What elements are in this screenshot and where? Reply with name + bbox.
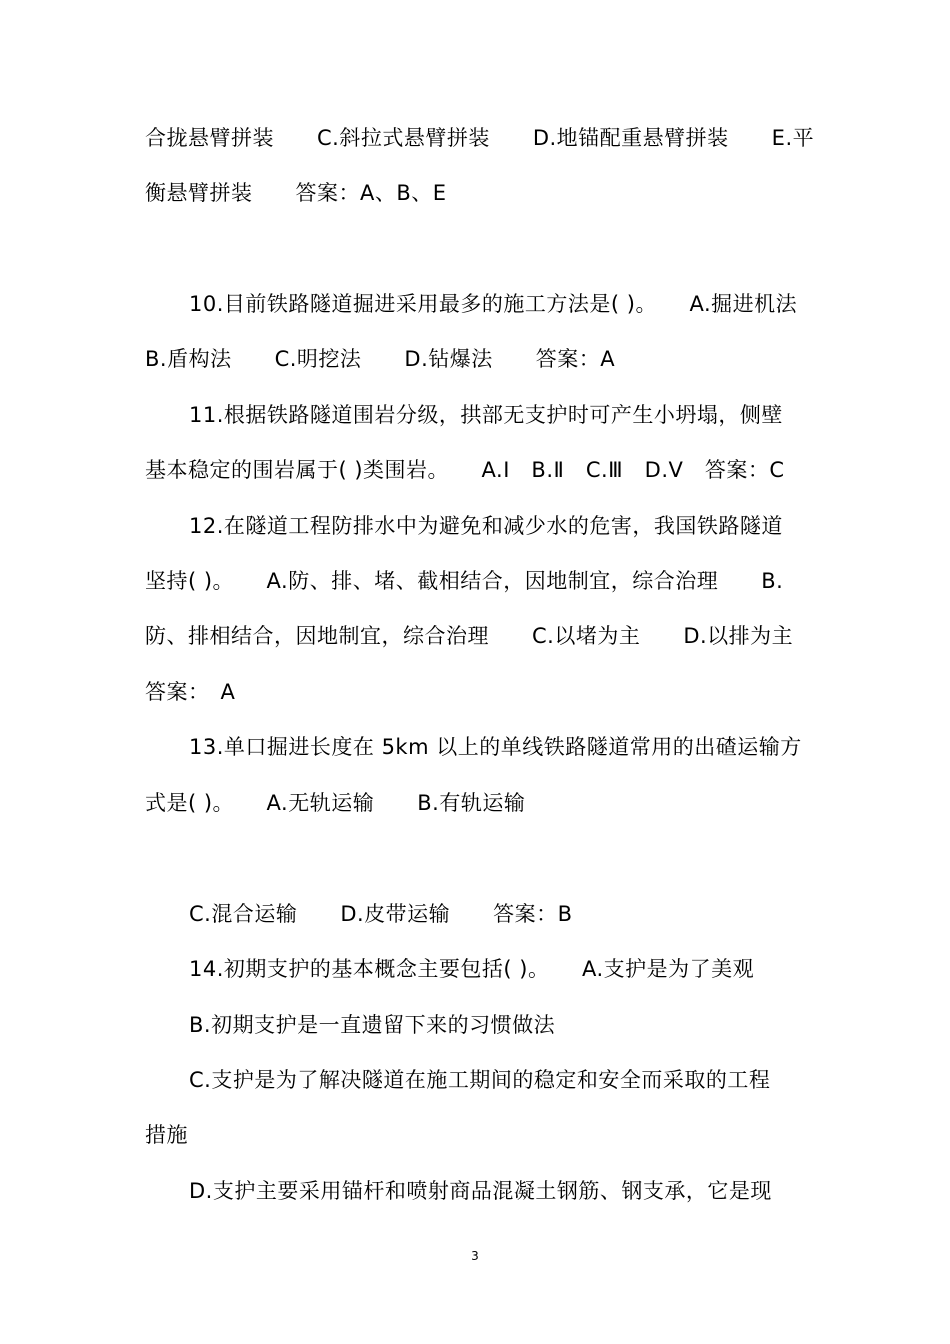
text-line-q11: 11.根据铁路隧道围岩分级，拱部无支护时可产生小坍塌，侧壁 [189,403,783,427]
text-line-q13-options: 式是( )。 A.无轨运输 B.有轨运输 [145,791,526,815]
text-line-q9-options: 合拢悬臂拼装 C.斜拉式悬臂拼装 D.地锚配重悬臂拼装 E.平 [145,126,815,150]
page-number: 3 [471,1249,479,1263]
text-line-q14-option-c: C.支护是为了解决隧道在施工期间的稳定和安全而采取的工程 [189,1068,771,1092]
text-line-q12-option-a: 坚持( )。 A.防、排、堵、截相结合，因地制宜，综合治理 B. [145,569,784,593]
text-line-q9-answer: 衡悬臂拼装 答案：A、B、E [145,181,447,205]
text-line-q14-option-c-cont: 措施 [145,1123,188,1147]
text-line-q12-options-b-d: 防、排相结合，因地制宜，综合治理 C.以堵为主 D.以排为主 [145,624,794,648]
text-line-q14-option-d: D.支护主要采用锚杆和喷射商品混凝土钢筋、钢支承，它是现 [189,1179,772,1203]
text-line-q11-options: 基本稳定的围岩属于( )类围岩。 A.Ⅰ B.Ⅱ C.Ⅲ D.Ⅴ 答案：C [145,458,785,482]
text-line-q13-options-cont: C.混合运输 D.皮带运输 答案：B [189,902,573,926]
text-line-q10: 10.目前铁路隧道掘进采用最多的施工方法是( )。 A.掘进机法 [189,292,798,316]
text-line-q12-answer: 答案： A [145,680,236,704]
text-line-q13: 13.单口掘进长度在 5km 以上的单线铁路隧道常用的出碴运输方 [189,735,802,759]
text-line-q14-option-b: B.初期支护是一直遗留下来的习惯做法 [189,1013,556,1037]
text-line-q12: 12.在隧道工程防排水中为避免和减少水的危害，我国铁路隧道 [189,514,783,538]
text-line-q14: 14.初期支护的基本概念主要包括( )。 A.支护是为了美观 [189,957,755,981]
text-line-q10-options: B.盾构法 C.明挖法 D.钻爆法 答案：A [145,347,616,371]
